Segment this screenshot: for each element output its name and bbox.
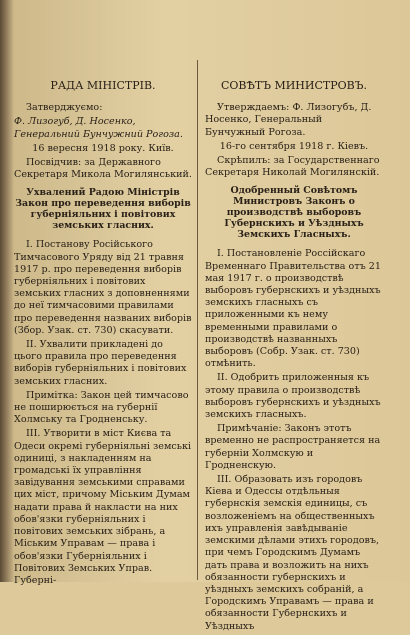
right-paragraph-2-note: Примѣчаніе: Законъ этотъ временно не распространяется на губерніи Холмскую и Гродненскую. <box>205 423 381 471</box>
right-header: СОВѢТЪ МИНИСТРОВЪ. <box>220 79 367 92</box>
left-title: Ухвалений Радою Міністрів Закон про переведення виборів губерніяльних і повітових земських гласних. <box>15 187 191 232</box>
russian-column <box>205 72 383 635</box>
left-header: РАДА МІНІСТРІВ. <box>50 79 156 92</box>
right-date: 16-го сентября 1918 г. Кіевъ. <box>219 140 369 152</box>
left-paragraph-1: І. Постанову Російського Тимчасового Уряду від 21 травня 1917 р. про переведення виборів губерніяльних і повітових земських гласних з доповненнями до неї тимчасовими правилами про переведення названих виборів (Збор. Узак. ст. 730) скасувати. <box>14 239 192 336</box>
left-paragraph-2: II. Ухвалити прикладені до цього правила про переведення виборів губерніяльних і повітових земських гласних. <box>14 339 187 387</box>
right-certify: Скрѣпилъ: за Государственнаго Секретаря Николай Могилянскій. <box>205 155 380 179</box>
column-divider <box>197 60 198 580</box>
right-title: Одобренный Совѣтомъ Министровъ Законъ о производствѣ выборовъ Губернскихъ и Уѣздныхъ Земскихъ Гласныхъ. <box>224 185 364 241</box>
right-paragraph-1: I. Постановленіе Россійскаго Временнаго Правительства отъ 21 мая 1917 г. о производствѣ выборовъ губернскихъ и уѣздныхъ земскихъ гласныхъ съ приложенными къ нему временными правилами о производствѣ названныхъ выборовъ (Собр. Узак. ст. 730) отмѣнить. <box>205 248 381 370</box>
right-paragraph-2: II. Одобрить приложенныя къ этому правила о производствѣ выборовъ губернскихъ и уѣздныхъ земскихъ гласныхъ. <box>205 372 381 421</box>
left-date: 16 вересня 1918 року. Київ. <box>32 142 174 154</box>
left-approve: Затверджуємо: <box>26 102 103 114</box>
right-paragraph-3: III. Образовать изъ городовъ Кіева и Одессы отдѣльныя губернскія земскія единицы, съ возложеніемъ на общественныхъ ихъ управленія завѣдываніе земскими дѣлами этихъ городовъ, при чемъ Городскимъ Думамъ дать права и возложить на нихъ обязанности губернскихъ и уѣздныхъ земскихъ собраній, а Городскимъ Управамъ — права и обязанности Губернскихъ и Уѣздныхъ <box>205 474 380 632</box>
right-approve: Утверждаемъ: Ф. Лизогубъ, Д. Носенко, Генеральный Бунчужный Рогоза. <box>205 102 372 138</box>
left-paragraph-3: III. Утворити в міст Києва та Одеси окремі губерніяльні земські одиниці, з накладенням на громадські їх управління завідування земськими справами цих міст, причому Міським Думам надати права й накласти на них обов'язки губерніяльних і повітових земських зібрань, а Міським Управам — права і обов'язки Губерніяльних і Повітових Земських Управ. Губерні- <box>14 428 192 586</box>
ukrainian-column <box>14 72 192 589</box>
left-signers: Ф. Лизогуб, Д. Носенко, Генеральний Бунчужний Рогоза. <box>14 116 183 140</box>
left-certify: Посвідчив: за Державного Секретаря Микола Могилянський. <box>14 157 192 181</box>
left-paragraph-2-note: Примітка: Закон цей тимчасово не поширюється на губернії Холмську та Гродненську. <box>14 389 189 426</box>
